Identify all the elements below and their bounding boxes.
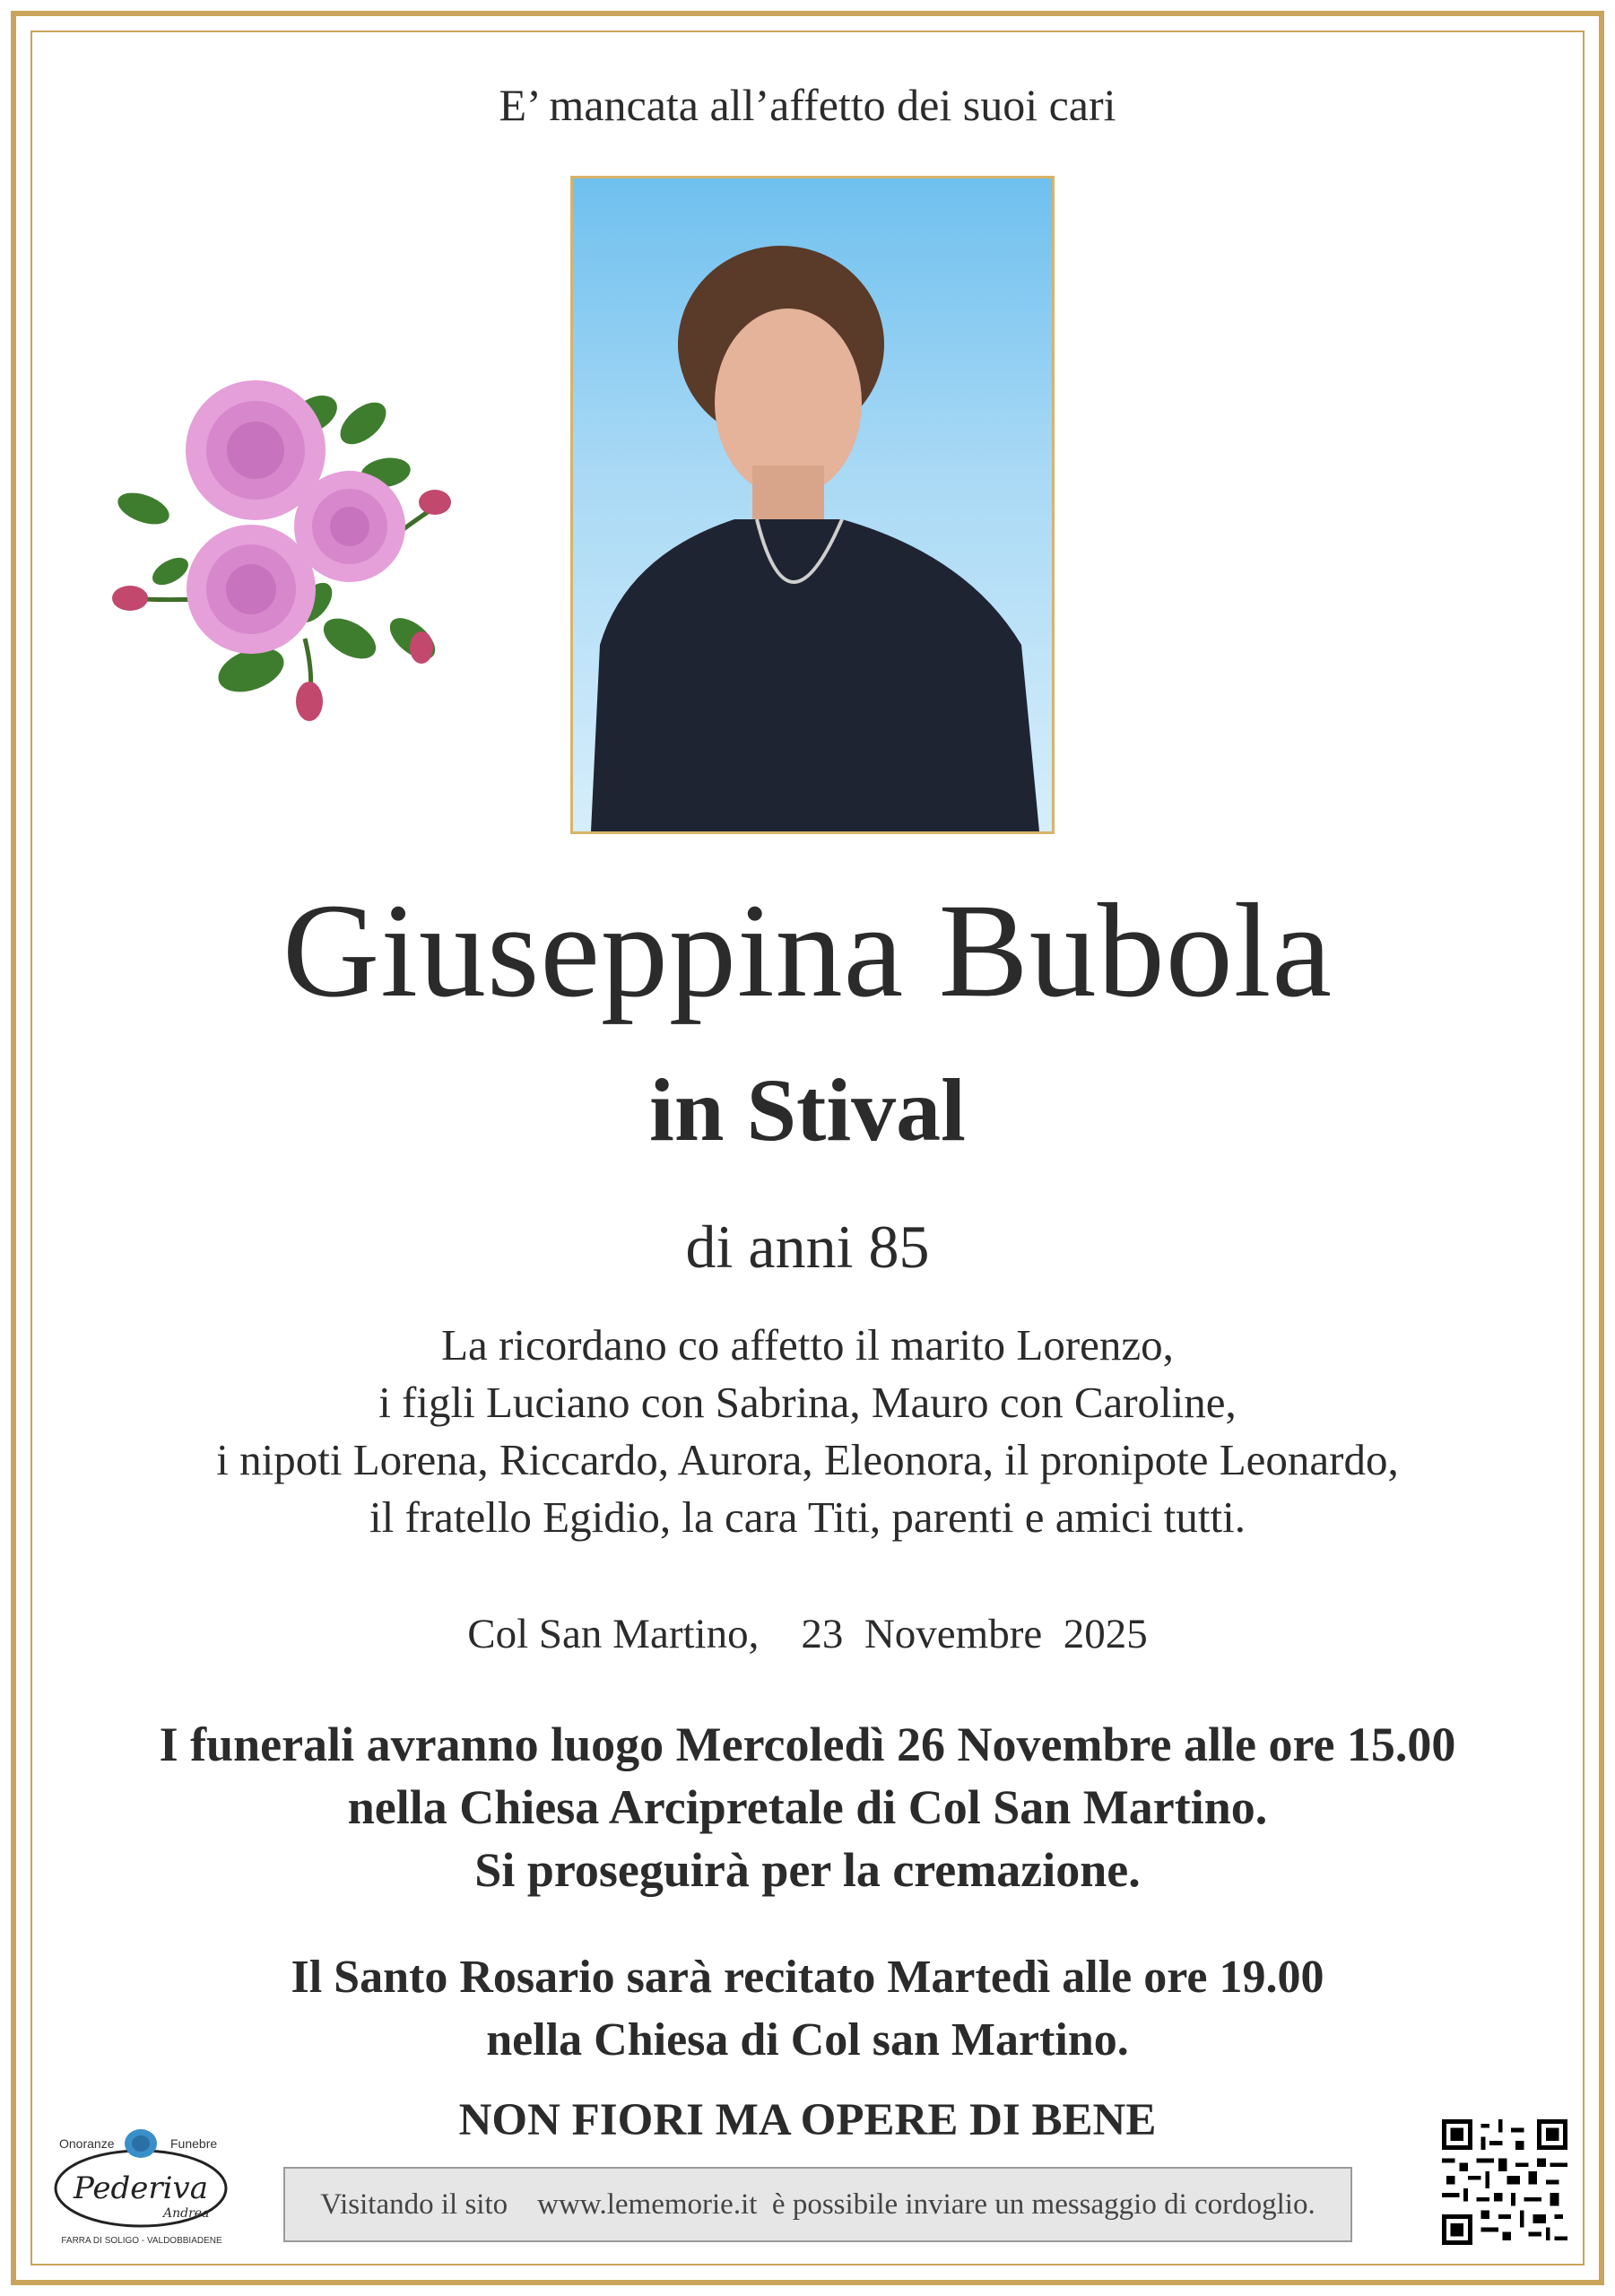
funeral-line: I funerali avranno luogo Mercoledì 26 Novembre alle ore 15.00: [159, 1718, 1456, 1771]
place-date: Col San Martino, 23 Novembre 2025: [467, 1611, 1148, 1657]
no-flowers-request: NON FIORI MA OPERE DI BENE: [458, 2095, 1157, 2145]
funeral-info: [0, 1713, 1615, 1901]
portrait-photo: [570, 176, 1055, 834]
qr-code-icon[interactable]: [1442, 2119, 1567, 2245]
funeral-line: Si proseguirà per la cremazione.: [474, 1843, 1141, 1897]
deceased-name: Giuseppina Bubola: [282, 876, 1333, 1025]
married-name: in Stival: [649, 1060, 966, 1160]
logo-script-sub: Andrea: [163, 2206, 210, 2221]
rose-bouquet-icon: [90, 370, 475, 728]
intro-text: E’ mancata all’affetto dei suoi cari: [499, 80, 1116, 130]
logo-word-onoranze: Onoranze: [59, 2136, 115, 2151]
rosary-info: [0, 1946, 1615, 2072]
mourners-paragraph: [0, 1317, 1615, 1546]
mourners-line: i figli Luciano con Sabrina, Mauro con Caroline,: [378, 1378, 1237, 1427]
logo-address: FARRA DI SOLIGO - VALDOBBIADENE: [61, 2236, 222, 2246]
rosary-line: Il Santo Rosario sarà recitato Martedì alle ore 19.00: [291, 1952, 1324, 2003]
funeral-line: nella Chiesa Arcipretale di Col San Martino.: [347, 1780, 1268, 1834]
logo-script-name: Pederiva: [74, 2170, 208, 2206]
age-text: di anni 85: [685, 1213, 930, 1281]
mourners-line: i nipoti Lorena, Riccardo, Aurora, Eleonora, il pronipote Leonardo,: [216, 1435, 1399, 1484]
rosary-line: nella Chiesa di Col san Martino.: [486, 2014, 1129, 2066]
condolence-site-notice[interactable]: Visitando il sito www.lememorie.it è possibile inviare un messaggio di cordoglio.: [283, 2167, 1352, 2242]
mourners-line: il fratello Egidio, la cara Titi, parenti e amici tutti.: [369, 1492, 1246, 1542]
logo-word-funebre: Funebre: [170, 2136, 218, 2151]
mourners-line: La ricordano co affetto il marito Lorenzo,: [441, 1320, 1174, 1370]
funeral-home-logo: [47, 2117, 235, 2251]
